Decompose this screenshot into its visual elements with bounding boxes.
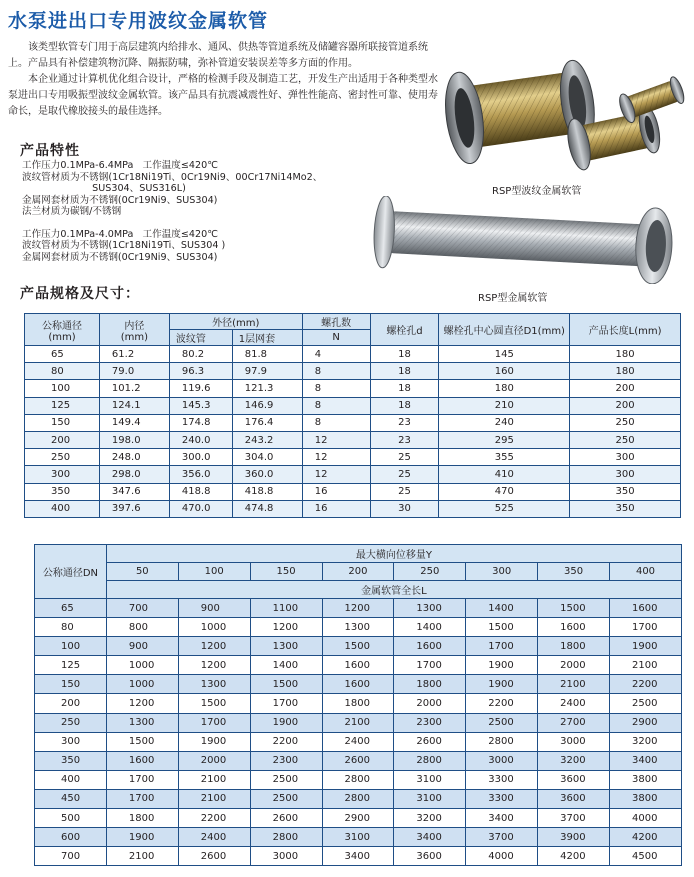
page-title: 水泵进出口专用波纹金属软管 (8, 10, 269, 32)
table-cell: 16 (302, 500, 370, 517)
table-cell: 2800 (466, 732, 538, 751)
table-cell: 2100 (610, 656, 682, 675)
table-cell: 4 (302, 346, 370, 363)
table-cell: 1200 (322, 599, 394, 618)
table-cell: 800 (106, 618, 178, 637)
intro-text (8, 40, 438, 120)
table-cell: 2400 (538, 694, 610, 713)
table-cell: 525 (439, 500, 570, 517)
spec-heading: 产品规格及尺寸： (20, 286, 140, 302)
table-cell: 1300 (178, 675, 250, 694)
table-cell: 12 (302, 431, 370, 448)
header-length: 产品长度L(mm) (570, 314, 681, 346)
table-cell: 1500 (250, 675, 322, 694)
table-cell: 240.0 (169, 431, 232, 448)
table-cell: 100 (35, 637, 107, 656)
table-cell: 350 (570, 483, 681, 500)
table-cell: 1500 (466, 618, 538, 637)
table-cell: 146.9 (232, 397, 302, 414)
table-cell: 397.6 (99, 500, 169, 517)
table-cell: 2400 (322, 732, 394, 751)
table-cell: 2900 (322, 809, 394, 828)
table-cell: 2600 (250, 809, 322, 828)
table-cell: 243.2 (232, 431, 302, 448)
table-cell: 174.8 (169, 414, 232, 431)
table-cell: 61.2 (99, 346, 169, 363)
table-cell: 1600 (538, 618, 610, 637)
table-cell: 900 (178, 599, 250, 618)
table-cell: 1900 (610, 637, 682, 656)
feature-line: SUS304、SUS316L) (22, 183, 186, 194)
header-y-value: 350 (538, 563, 610, 581)
feature-line: 金属网套材质为不锈钢(0Cr19Ni9、SUS304) (22, 194, 218, 206)
table-row (35, 618, 682, 637)
table-cell: 200 (35, 694, 107, 713)
table-cell: 3100 (394, 770, 466, 789)
table-cell: 121.3 (232, 380, 302, 397)
table-row (35, 789, 682, 808)
table-row (35, 770, 682, 789)
table-cell: 2600 (394, 732, 466, 751)
table-cell: 200 (570, 397, 681, 414)
table-cell: 1200 (106, 694, 178, 713)
table-cell: 1200 (178, 637, 250, 656)
table-cell: 300 (570, 449, 681, 466)
table-cell: 145.3 (169, 397, 232, 414)
table-cell: 1700 (610, 618, 682, 637)
table-cell: 295 (439, 431, 570, 448)
table-cell: 355 (439, 449, 570, 466)
table-cell: 16 (302, 483, 370, 500)
table-cell: 1400 (466, 599, 538, 618)
table-cell: 1900 (250, 713, 322, 732)
table-cell: 8 (302, 397, 370, 414)
feature-line: 工作压力0.1MPa-6.4MPa 工作温度≤420℃ (22, 160, 219, 171)
table-cell: 2300 (394, 713, 466, 732)
table-cell: 600 (35, 828, 107, 847)
table-cell: 1700 (250, 694, 322, 713)
table-row (25, 346, 681, 363)
table-cell: 1700 (466, 637, 538, 656)
table-cell: 97.9 (232, 363, 302, 380)
table-cell: 3000 (538, 732, 610, 751)
table-cell: 240 (439, 414, 570, 431)
table-cell: 300 (25, 466, 100, 483)
table-cell: 3200 (610, 732, 682, 751)
table-row (25, 500, 681, 517)
table-cell: 350 (35, 751, 107, 770)
table-cell: 1400 (394, 618, 466, 637)
header-bolt-circle: 螺栓孔中心圆直径D1(mm) (439, 314, 570, 346)
table-cell: 2800 (250, 828, 322, 847)
table-row (25, 363, 681, 380)
table-cell: 470 (439, 483, 570, 500)
table-cell: 4500 (610, 847, 682, 866)
table-cell: 200 (570, 380, 681, 397)
table-cell: 2100 (178, 789, 250, 808)
table-cell: 150 (35, 675, 107, 694)
table-cell: 3300 (466, 789, 538, 808)
table-cell: 2500 (250, 789, 322, 808)
header-dn2: 公称通径DN (35, 545, 107, 599)
image-caption-1: RSP型波纹金属软管 (492, 186, 582, 197)
header-outer-diameter: 外径(mm) (169, 314, 302, 330)
header-inner-diameter: 内径 (mm) (99, 314, 169, 346)
table-cell: 1700 (106, 770, 178, 789)
bellows-hose-product-image (438, 40, 688, 180)
table-cell: 4000 (610, 809, 682, 828)
table-cell: 1600 (322, 675, 394, 694)
table-cell: 80 (25, 363, 100, 380)
table-cell: 1600 (610, 599, 682, 618)
table-cell: 145 (439, 346, 570, 363)
table-cell: 400 (35, 770, 107, 789)
table-row (35, 599, 682, 618)
table-row (35, 694, 682, 713)
table-cell: 8 (302, 363, 370, 380)
table-cell: 12 (302, 466, 370, 483)
table-cell: 2500 (466, 713, 538, 732)
table-cell: 1600 (394, 637, 466, 656)
table-cell: 300 (35, 732, 107, 751)
table-cell: 3300 (466, 770, 538, 789)
table-cell: 3600 (538, 770, 610, 789)
table-cell: 1500 (106, 732, 178, 751)
table-cell: 2200 (250, 732, 322, 751)
table-cell: 900 (106, 637, 178, 656)
table-cell: 2000 (178, 751, 250, 770)
table-cell: 300.0 (169, 449, 232, 466)
table-row (35, 713, 682, 732)
table-cell: 3100 (394, 789, 466, 808)
table-cell: 2700 (538, 713, 610, 732)
spec-table (24, 313, 681, 518)
table-cell: 180 (570, 346, 681, 363)
table-cell: 2900 (610, 713, 682, 732)
table-cell: 3900 (538, 828, 610, 847)
table-cell: 96.3 (169, 363, 232, 380)
table-cell: 360.0 (232, 466, 302, 483)
table-cell: 1800 (394, 675, 466, 694)
table-row (25, 449, 681, 466)
table-cell: 3700 (538, 809, 610, 828)
table-cell: 1000 (106, 675, 178, 694)
table-cell: 356.0 (169, 466, 232, 483)
table-cell: 474.8 (232, 500, 302, 517)
table-cell: 3200 (394, 809, 466, 828)
table-cell: 23 (370, 431, 439, 448)
header-bolt-count: 螺孔数 (302, 314, 370, 330)
table-cell: 3200 (538, 751, 610, 770)
table-row (25, 380, 681, 397)
table-cell: 1500 (178, 694, 250, 713)
table-cell: 65 (25, 346, 100, 363)
intro-paragraph-2: 本企业通过计算机优化组合设计，严格的检测手段及制造工艺，开发生产出适用于各种类型水泵进出口专用吸振型波纹金属软管。该产品具有抗震减震性好、弹性性能高、密封性可靠、使用寿命长，是取代橡胶接头的最佳选择。 (8, 74, 438, 117)
table-cell: 1600 (322, 656, 394, 675)
table-cell: 1300 (394, 599, 466, 618)
header-y-value: 300 (466, 563, 538, 581)
table-cell: 3400 (466, 809, 538, 828)
table-cell: 180 (439, 380, 570, 397)
feature-line: 金属网套材质为不锈钢(0Cr19Ni9、SUS304) (22, 251, 218, 263)
header-y-value: 50 (106, 563, 178, 581)
table-cell: 4200 (538, 847, 610, 866)
table-cell: 149.4 (99, 414, 169, 431)
header-bolt-hole: 螺栓孔d (370, 314, 439, 346)
table-cell: 18 (370, 346, 439, 363)
table-cell: 2100 (322, 713, 394, 732)
feature-line: 波纹管材质为不锈钢(1Cr18Ni19Ti、0Cr19Ni9、00Cr17Ni14Mo2、 (22, 171, 323, 183)
table-cell: 4200 (610, 828, 682, 847)
table-cell: 4000 (466, 847, 538, 866)
table-cell: 1700 (394, 656, 466, 675)
table-cell: 180 (570, 363, 681, 380)
table-row (25, 397, 681, 414)
table-cell: 25 (370, 483, 439, 500)
table-cell: 150 (25, 414, 100, 431)
table-cell: 125 (25, 397, 100, 414)
table-cell: 2800 (322, 789, 394, 808)
table-row (35, 828, 682, 847)
table-cell: 2000 (538, 656, 610, 675)
table-cell: 250 (35, 713, 107, 732)
table-cell: 298.0 (99, 466, 169, 483)
table-cell: 3000 (466, 751, 538, 770)
header-od-bellows: 波纹管 (169, 330, 232, 346)
table-cell: 418.8 (232, 483, 302, 500)
header-y-value: 250 (394, 563, 466, 581)
table-cell: 80.2 (169, 346, 232, 363)
table-cell: 3400 (322, 847, 394, 866)
table-row (35, 847, 682, 866)
table-cell: 2300 (250, 751, 322, 770)
table-cell: 350 (25, 483, 100, 500)
table-cell: 8 (302, 414, 370, 431)
table-cell: 18 (370, 363, 439, 380)
table-cell: 700 (106, 599, 178, 618)
table-cell: 25 (370, 466, 439, 483)
table-row (35, 732, 682, 751)
table-cell: 2200 (178, 809, 250, 828)
table-cell: 2000 (394, 694, 466, 713)
table-cell: 8 (302, 380, 370, 397)
table-cell: 23 (370, 414, 439, 431)
table-cell: 1600 (106, 751, 178, 770)
table-cell: 2200 (466, 694, 538, 713)
table-cell: 1900 (178, 732, 250, 751)
feature-line: 波纹管材质为不锈钢(1Cr18Ni19Ti、SUS304 ) (22, 240, 226, 251)
table-cell: 1800 (538, 637, 610, 656)
table-cell: 1500 (322, 637, 394, 656)
table-cell: 1300 (106, 713, 178, 732)
header-max-displacement: 最大横向位移量Y (106, 545, 681, 563)
table-row (25, 483, 681, 500)
table-cell: 81.8 (232, 346, 302, 363)
table-cell: 1200 (250, 618, 322, 637)
table-cell: 2400 (178, 828, 250, 847)
table-cell: 30 (370, 500, 439, 517)
table-cell: 2100 (538, 675, 610, 694)
table-cell: 18 (370, 380, 439, 397)
table-cell: 3000 (250, 847, 322, 866)
displacement-table (34, 544, 682, 866)
table-cell: 79.0 (99, 363, 169, 380)
table-cell: 1700 (106, 789, 178, 808)
table-cell: 1000 (106, 656, 178, 675)
table-cell: 250 (25, 449, 100, 466)
header-total-length: 金属软管全长L (106, 581, 681, 599)
table-cell: 2600 (178, 847, 250, 866)
braided-hose-product-image (362, 196, 680, 284)
table-cell: 119.6 (169, 380, 232, 397)
table-cell: 124.1 (99, 397, 169, 414)
table-cell: 3700 (466, 828, 538, 847)
features-heading: 产品特性 (20, 143, 80, 159)
table-row (35, 675, 682, 694)
table-cell: 248.0 (99, 449, 169, 466)
table-cell: 500 (35, 809, 107, 828)
table-row (35, 809, 682, 828)
table-cell: 1800 (106, 809, 178, 828)
table-cell: 176.4 (232, 414, 302, 431)
feature-line: 法兰材质为碳钢/不锈钢 (22, 206, 122, 217)
table-cell: 100 (25, 380, 100, 397)
table-cell: 2800 (322, 770, 394, 789)
table-cell: 1300 (322, 618, 394, 637)
header-od-mesh: 1层网套 (232, 330, 302, 346)
header-dn: 公称通径 (mm) (25, 314, 100, 346)
table-cell: 3800 (610, 789, 682, 808)
table-cell: 450 (35, 789, 107, 808)
table-cell: 1800 (322, 694, 394, 713)
table-cell: 2200 (610, 675, 682, 694)
feature-line: 工作压力0.1MPa-4.0MPa 工作温度≤420℃ (22, 228, 219, 240)
table-cell: 470.0 (169, 500, 232, 517)
table-cell: 347.6 (99, 483, 169, 500)
table-row (35, 656, 682, 675)
table-cell: 3100 (322, 828, 394, 847)
table-cell: 3400 (610, 751, 682, 770)
table-cell: 250 (570, 414, 681, 431)
table-cell: 3800 (610, 770, 682, 789)
table-cell: 12 (302, 449, 370, 466)
table-cell: 200 (25, 431, 100, 448)
table-cell: 250 (570, 431, 681, 448)
table-cell: 1900 (466, 656, 538, 675)
table-cell: 300 (570, 466, 681, 483)
table-cell: 2800 (394, 751, 466, 770)
table-cell: 350 (570, 500, 681, 517)
table-cell: 1400 (250, 656, 322, 675)
table-cell: 210 (439, 397, 570, 414)
table-cell: 1700 (178, 713, 250, 732)
table-cell: 400 (25, 500, 100, 517)
table-cell: 418.8 (169, 483, 232, 500)
table-cell: 410 (439, 466, 570, 483)
table-cell: 2100 (178, 770, 250, 789)
header-y-value: 400 (610, 563, 682, 581)
table-row (25, 431, 681, 448)
table-cell: 3600 (394, 847, 466, 866)
table-cell: 2100 (106, 847, 178, 866)
header-y-value: 150 (250, 563, 322, 581)
table-row (35, 751, 682, 770)
intro-paragraph-1: 该类型软管专门用于高层建筑内给排水、通风、供热等管道系统及储罐容器所联接管道系统上。产品具有补偿建筑物沉降、隔振防啸，弥补管道安装误差等多方面的作用。 (8, 42, 428, 69)
table-cell: 304.0 (232, 449, 302, 466)
image-caption-2: RSP型金属软管 (478, 293, 548, 304)
table-cell: 1500 (538, 599, 610, 618)
table-cell: 1900 (466, 675, 538, 694)
table-cell: 198.0 (99, 431, 169, 448)
table-cell: 80 (35, 618, 107, 637)
table-row (35, 637, 682, 656)
header-y-value: 200 (322, 563, 394, 581)
table-cell: 65 (35, 599, 107, 618)
table-cell: 125 (35, 656, 107, 675)
table-cell: 1100 (250, 599, 322, 618)
table-cell: 1000 (178, 618, 250, 637)
header-y-value: 100 (178, 563, 250, 581)
table-cell: 18 (370, 397, 439, 414)
header-bolt-count-unit: N (302, 330, 370, 346)
table-cell: 2600 (322, 751, 394, 770)
table-cell: 2500 (250, 770, 322, 789)
table-cell: 1900 (106, 828, 178, 847)
table-cell: 2500 (610, 694, 682, 713)
table-cell: 1300 (250, 637, 322, 656)
table-cell: 25 (370, 449, 439, 466)
table-cell: 1200 (178, 656, 250, 675)
table-cell: 160 (439, 363, 570, 380)
table-cell: 700 (35, 847, 107, 866)
table-cell: 3600 (538, 789, 610, 808)
table-row (25, 414, 681, 431)
table-cell: 3400 (394, 828, 466, 847)
table-cell: 101.2 (99, 380, 169, 397)
table-row (25, 466, 681, 483)
